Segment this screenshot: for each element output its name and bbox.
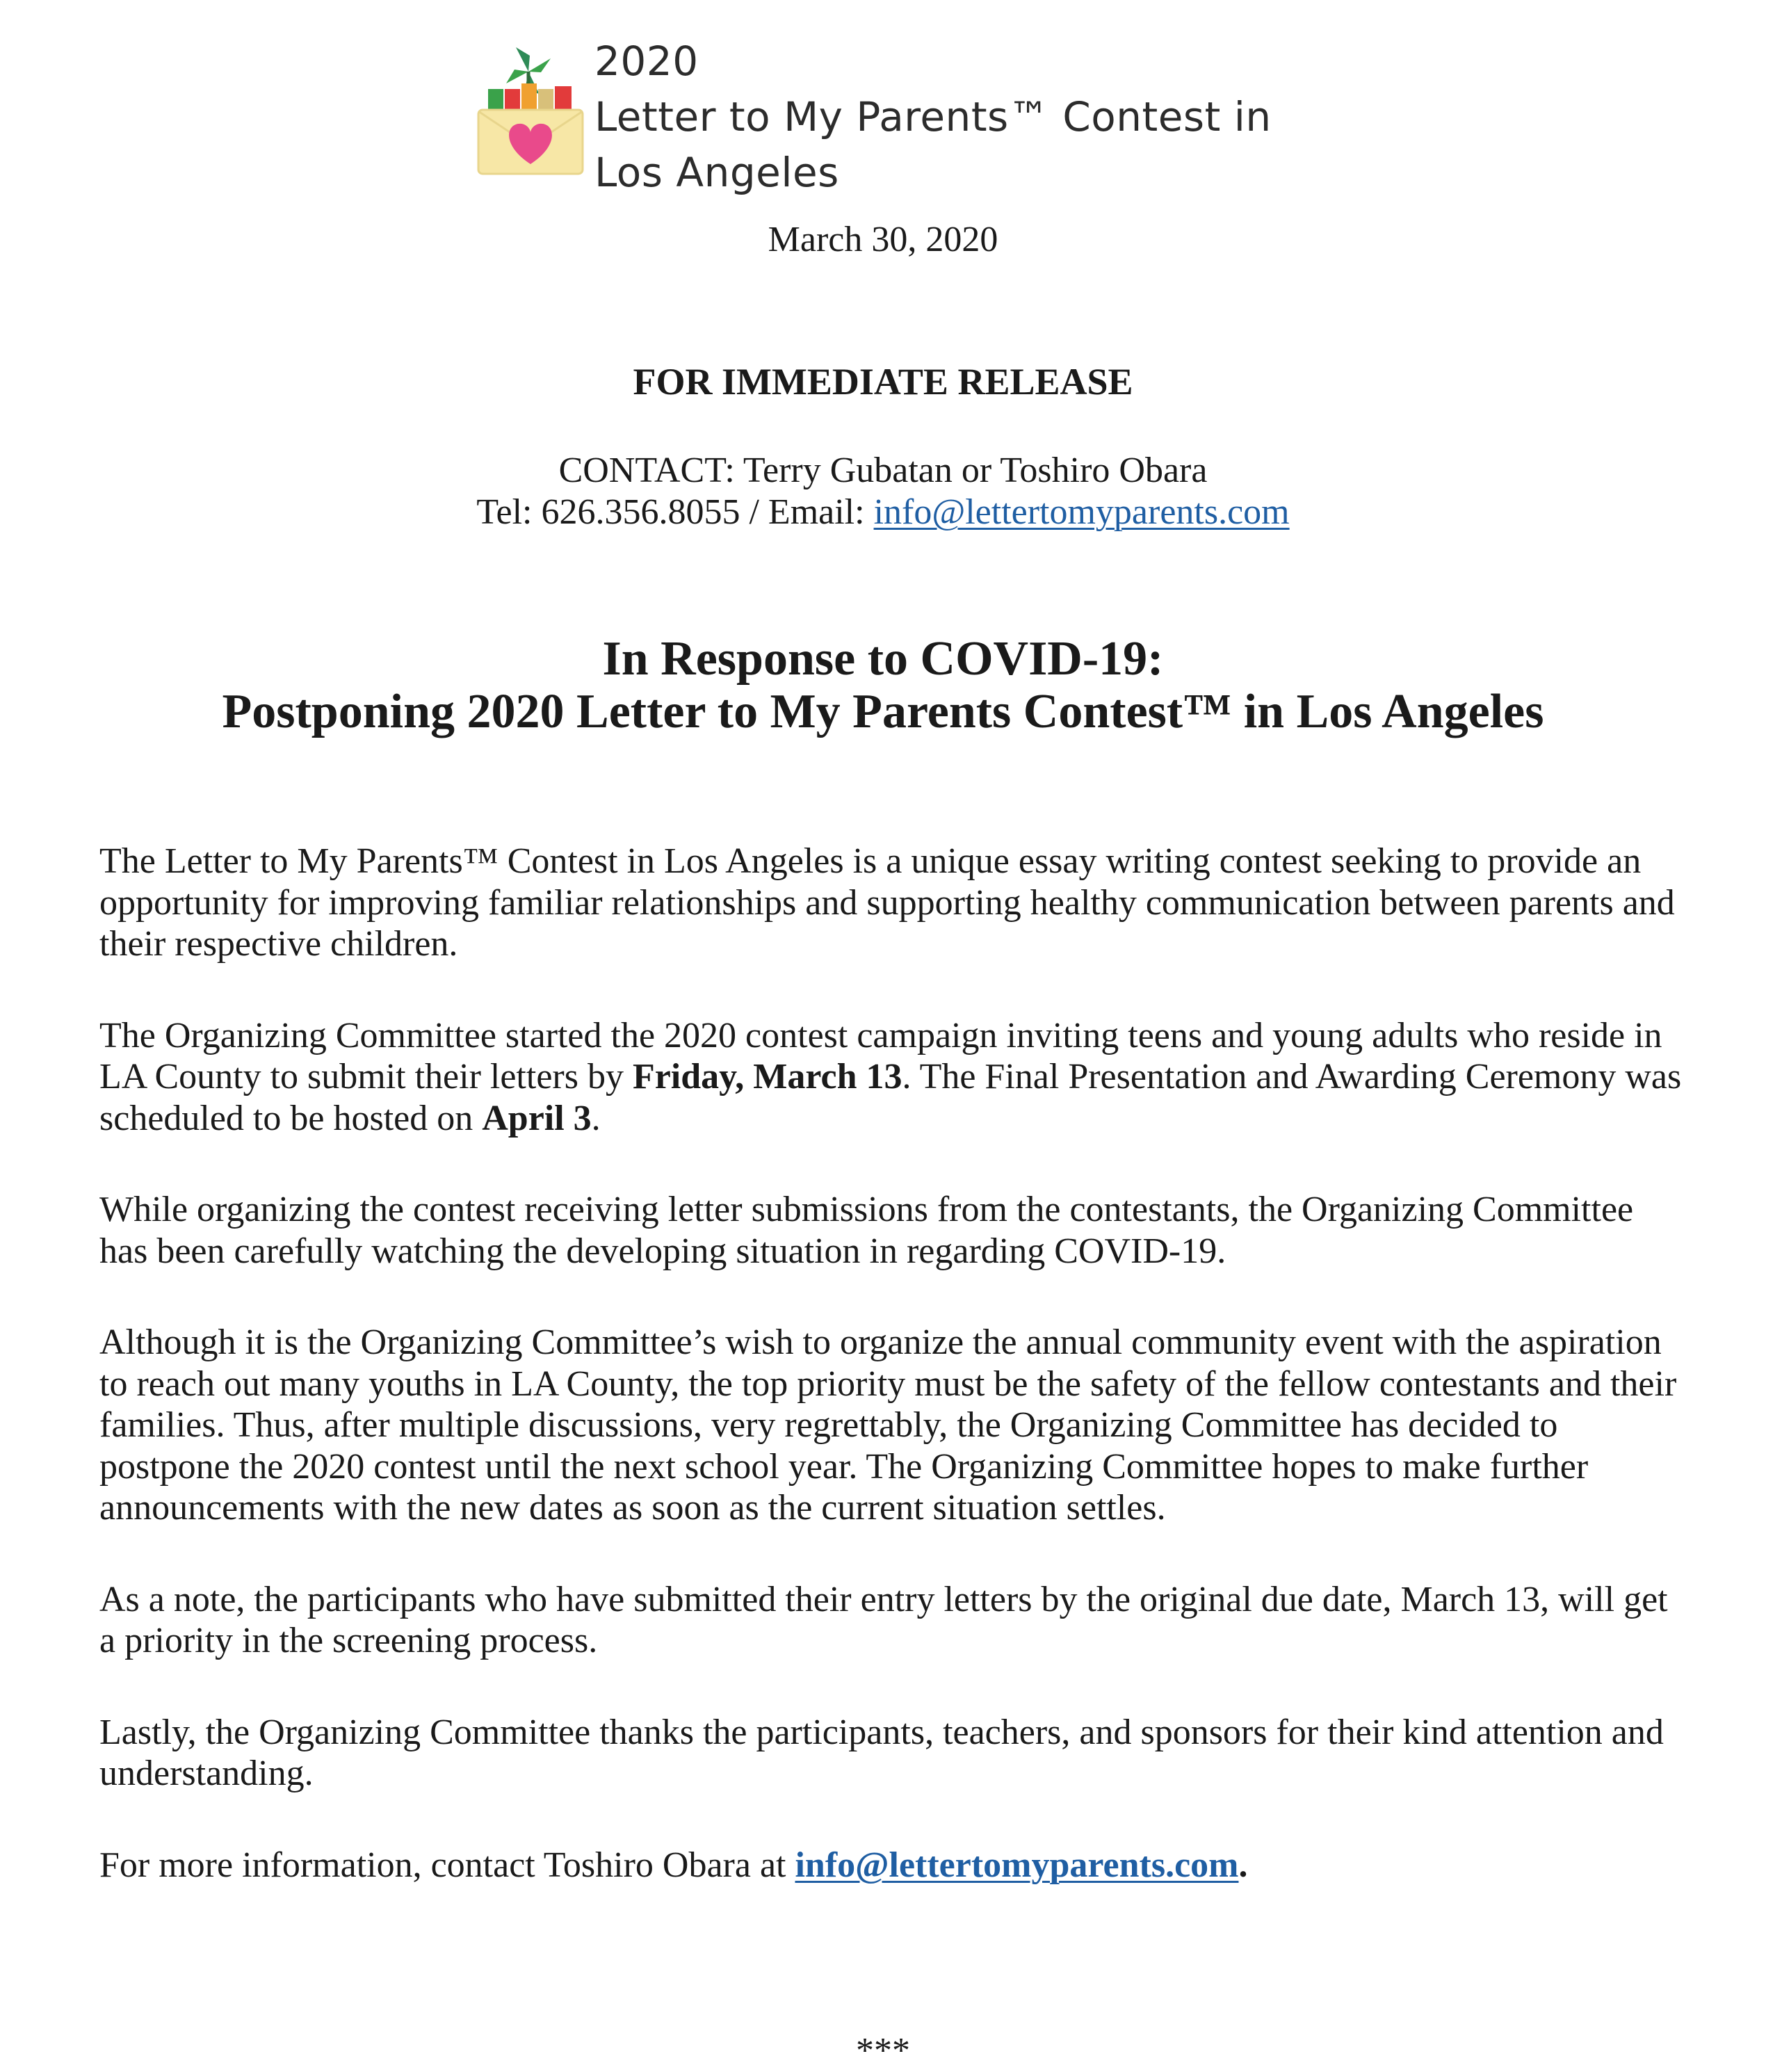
paragraph-campaign-text-2: . The Final Presentation and Awarding Ceremony was scheduled to be hosted on (99, 1057, 1682, 1138)
contact-phone-email (0, 492, 1766, 533)
headline-line2: Postponing 2020 Letter to My Parents Contest™ in Los Angeles (222, 685, 1544, 738)
paragraph-campaign (99, 1015, 1685, 1140)
paragraph-covid-watch: While organizing the contest receiving letter submissions from the contestants, the Organizing Committee has been carefully watching the developing situation in regarding COVID-19. (99, 1190, 1634, 1271)
logo-title-line1: Letter to My Parents™ Contest in (594, 93, 1272, 140)
paragraph-campaign-end: . (591, 1098, 601, 1138)
logo-year: 2020 (594, 38, 699, 85)
envelope-heart-logo-icon (473, 19, 591, 179)
logo-title-line2: Los Angeles (594, 149, 839, 196)
paragraph-more-info (99, 1845, 1685, 1886)
release-label: FOR IMMEDIATE RELEASE (633, 361, 1133, 403)
contact-names: CONTACT: Terry Gubatan or Toshiro Obara (558, 451, 1208, 490)
deadline-date: Friday, March 13 (632, 1057, 902, 1096)
paragraph-thanks: Lastly, the Organizing Committee thanks the participants, teachers, and sponsors for their kind attention and understanding. (99, 1712, 1664, 1793)
more-info-period: . (1238, 1845, 1248, 1885)
paragraph-postponement: Although it is the Organizing Committee’s wish to organize the annual community event with the aspiration to reach out many youths in LA County, the top priority must be the safety of the fellow contestants and their families. Thus, after multiple discussions, very regrettably, the Organizing Committee has decided to postpone the 2020 contest until the next school year. The Organizing Committee hopes to make further announcements with the new dates as soon as the current situation settles. (99, 1322, 1677, 1528)
ceremony-date: April 3 (482, 1098, 592, 1138)
paragraph-priority-note: As a note, the participants who have submitted their entry letters by the original due date, March 13, will get a priority in the screening process. (99, 1579, 1668, 1660)
contact-block (0, 450, 1766, 533)
headline (0, 633, 1766, 738)
contact-tel: Tel: 626.356.8055 / Email: (476, 492, 874, 532)
contact-email-link[interactable]: info@lettertomyparents.com (873, 492, 1290, 532)
release-date: March 30, 2020 (768, 220, 998, 259)
press-release-body (99, 841, 1685, 1936)
headline-line1: In Response to COVID-19: (602, 632, 1164, 686)
more-info-email-link[interactable]: info@lettertomyparents.com (795, 1845, 1239, 1885)
contest-logo (473, 19, 1321, 196)
paragraph-intro: The Letter to My Parents™ Contest in Los Angeles is a unique essay writing contest seeking to provide an opportunity for improving familiar relationships and supporting healthy communication between parents and their respective children. (99, 841, 1675, 964)
paragraph-campaign-text: The Organizing Committee started the 2020 contest campaign inviting teens and young adults who reside in LA County to submit their letters by (99, 1015, 1662, 1096)
section-separator: *** (856, 2031, 910, 2071)
more-info-text: For more information, contact Toshiro Obara at (99, 1845, 795, 1885)
